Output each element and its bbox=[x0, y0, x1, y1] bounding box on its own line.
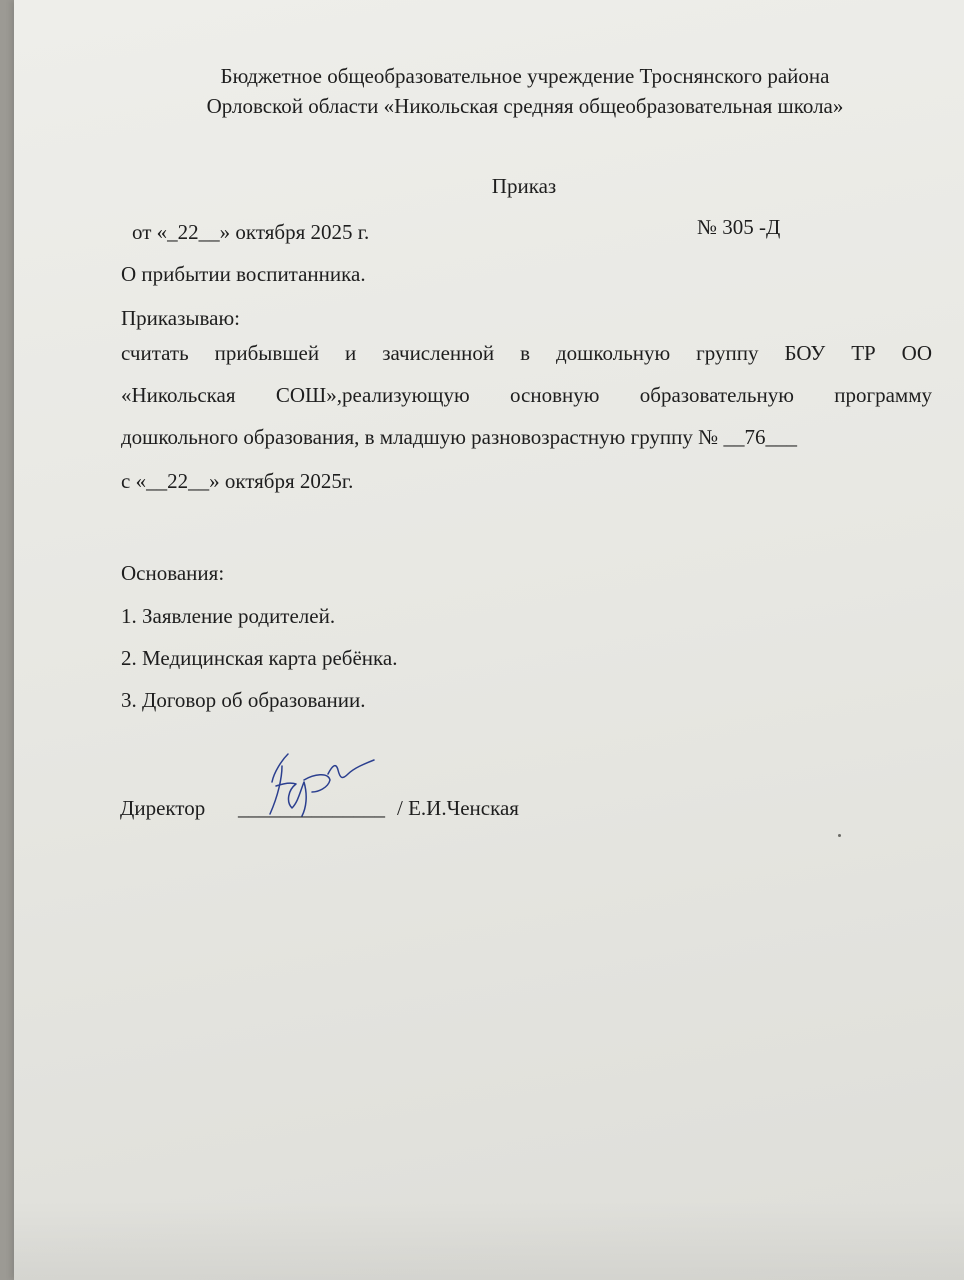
grounds-item: 2. Медицинская карта ребёнка. bbox=[121, 646, 398, 670]
paper-speck bbox=[838, 834, 841, 837]
order-title: Приказ bbox=[491, 174, 557, 198]
order-command: Приказываю: bbox=[121, 306, 240, 330]
grounds-item: 3. Договор об образовании. bbox=[121, 688, 366, 712]
order-number: № 305 -Д bbox=[697, 215, 781, 239]
header-line-1: Бюджетное общеобразовательное учреждение Троснянского района bbox=[220, 64, 830, 88]
header-line-2: Орловской области «Никольская средняя общеобразовательная школа» bbox=[206, 94, 844, 118]
paper-shadow bbox=[14, 1200, 964, 1280]
order-subject: О прибытии воспитанника. bbox=[121, 262, 366, 286]
signature-line: ______________ bbox=[238, 796, 385, 820]
signature-name: / Е.И.Ченская bbox=[397, 796, 519, 820]
handwritten-signature bbox=[258, 752, 376, 822]
body-line-4: с «__22__» октября 2025г. bbox=[121, 469, 354, 493]
grounds-title: Основания: bbox=[121, 561, 225, 585]
body-line-2: «Никольская СОШ»,реализующую основную образовательную программу bbox=[121, 383, 932, 407]
desk-edge bbox=[0, 0, 14, 1280]
body-line-3: дошкольного образования, в младшую разновозрастную группу № __76___ bbox=[121, 425, 797, 449]
signature-role: Директор bbox=[120, 796, 206, 820]
body-line-1: считать прибывшей и зачисленной в дошкольную группу БОУ ТР ОО bbox=[121, 341, 932, 365]
order-date: от «_22__» октября 2025 г. bbox=[132, 220, 370, 244]
grounds-item: 1. Заявление родителей. bbox=[121, 604, 336, 628]
